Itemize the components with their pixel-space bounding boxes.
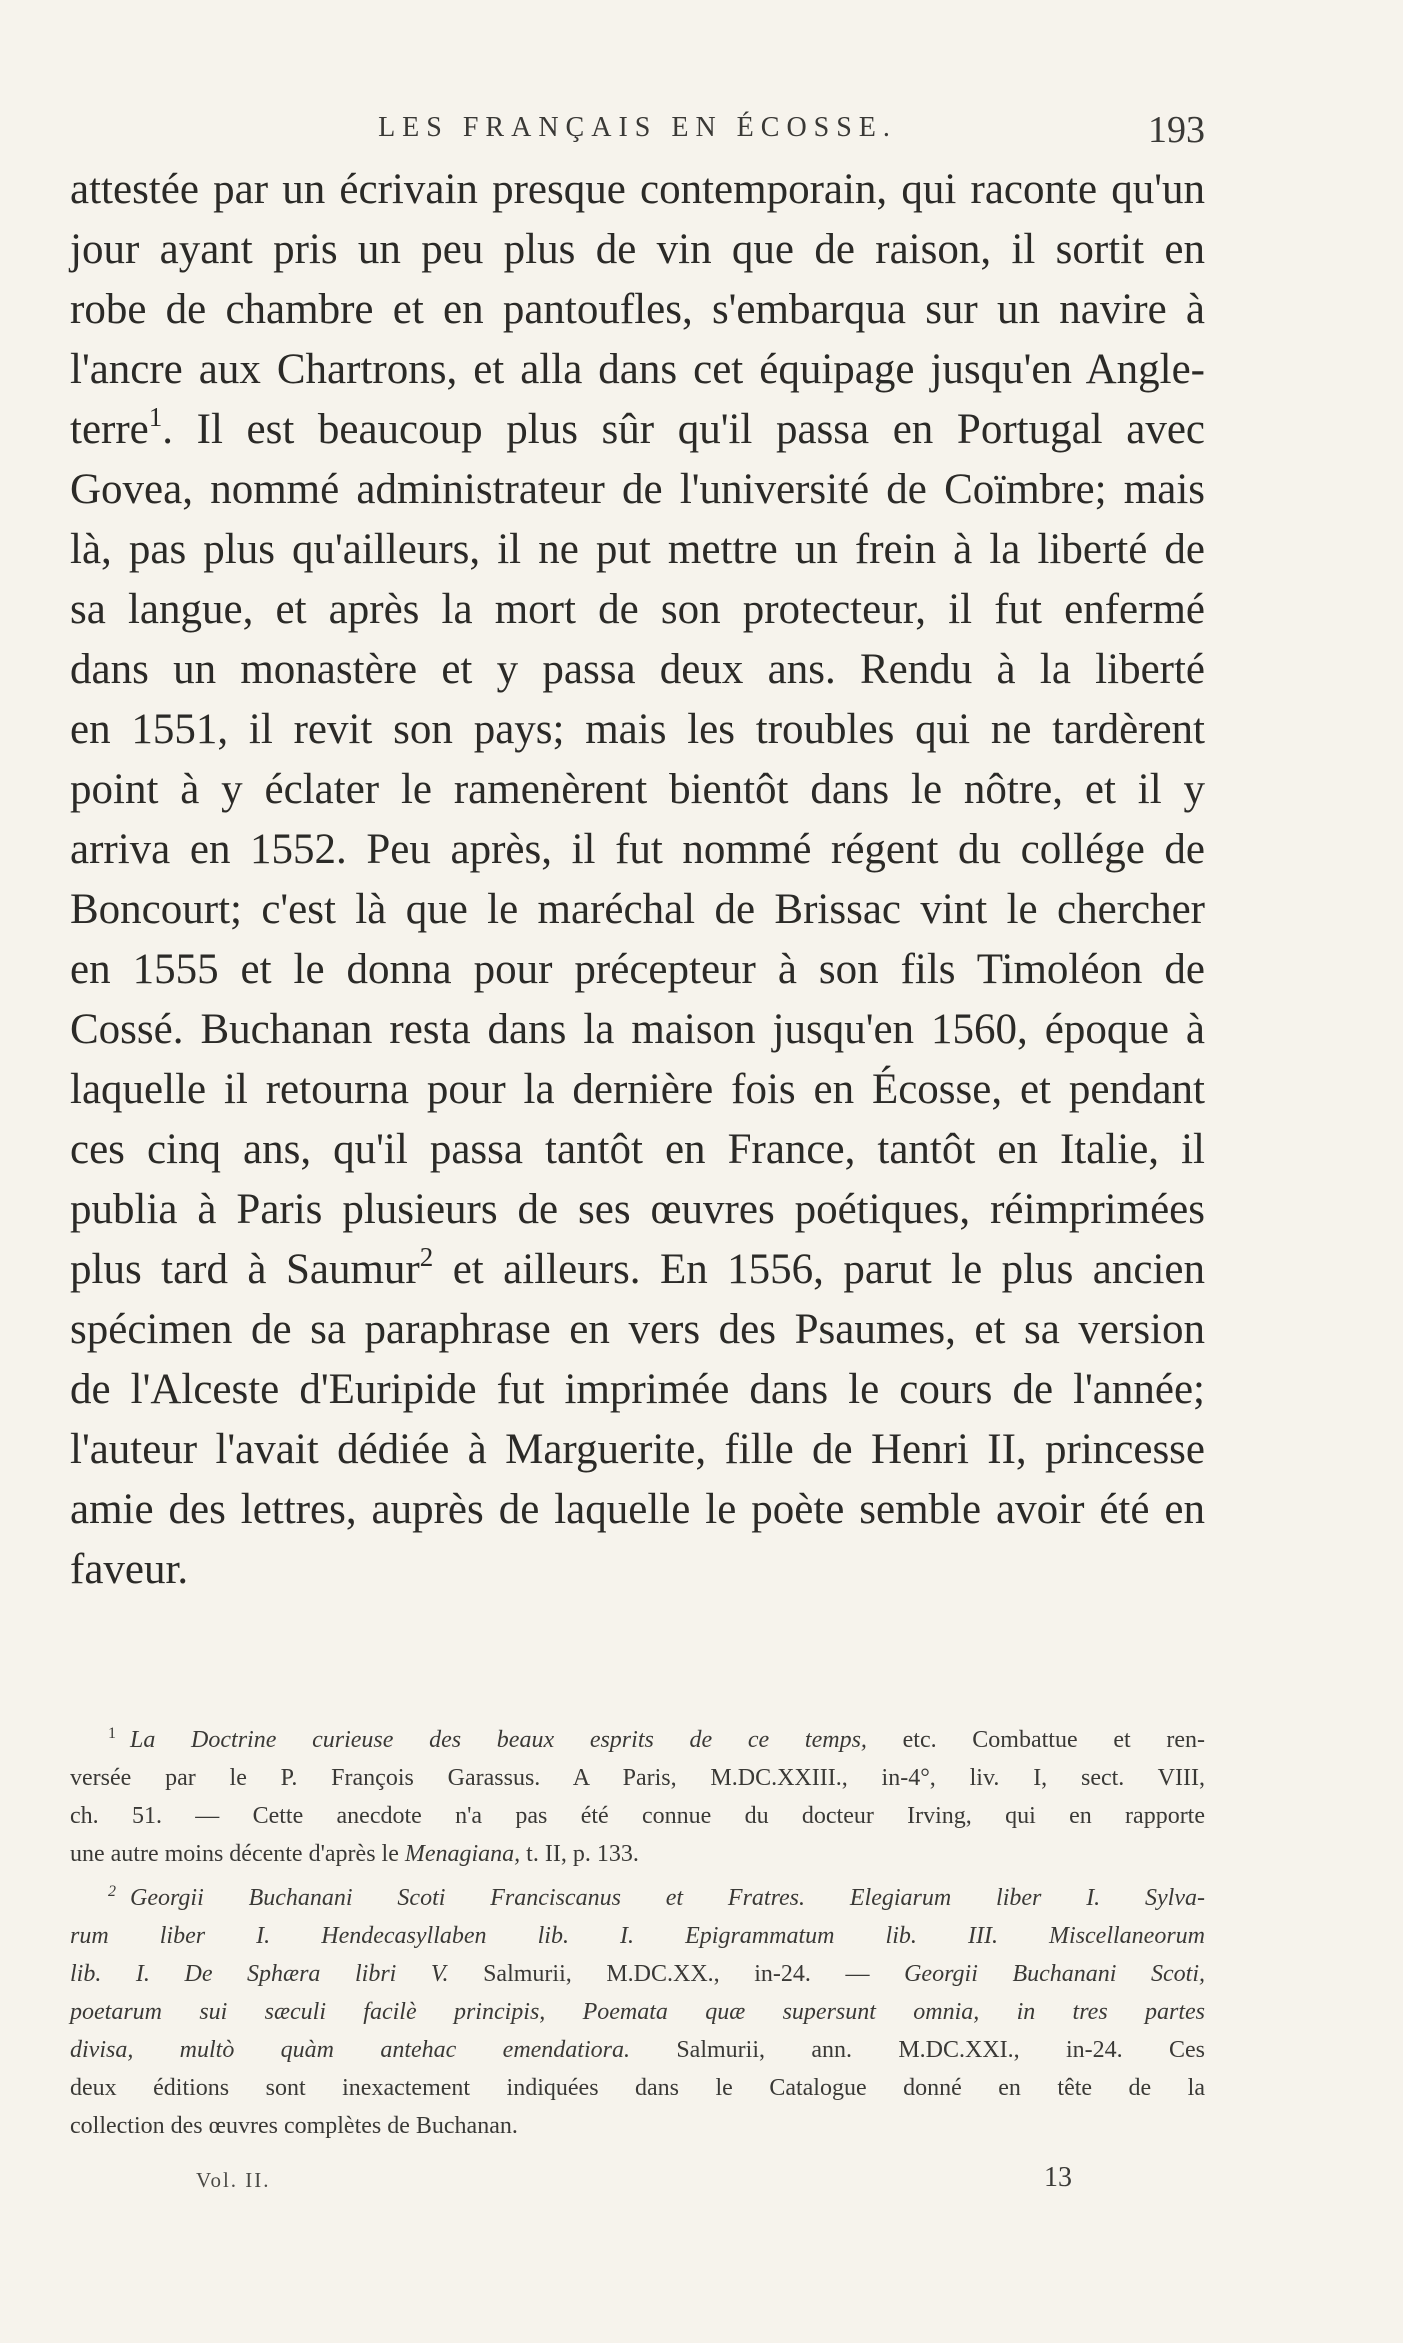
footnote-2-line: deux éditions sont inexactement indiquées dans le Catalogue donné en tête de la (70, 2075, 1205, 2101)
text-line: robe de chambre et en pantoufles, s'embarqua sur un navire à (70, 286, 1205, 333)
footnote-marker: 2 (108, 1883, 116, 1900)
text-line: ces cinq ans, qu'il passa tantôt en France, tantôt en Italie, il (70, 1126, 1205, 1173)
text-line: là, pas plus qu'ailleurs, il ne put mettre un frein à la liberté de (70, 526, 1205, 573)
text-line: l'ancre aux Chartrons, et alla dans cet équipage jusqu'en Angle- (70, 346, 1205, 393)
footnote-title: Georgii Buchanani Scoti, (904, 1961, 1205, 1987)
text-line: Govea, nommé administrateur de l'université de Coïmbre; mais (70, 466, 1205, 513)
text-line: arriva en 1552. Peu après, il fut nommé régent du collége de (70, 826, 1205, 873)
footnote-2-line (70, 2031, 1205, 2069)
body-text (70, 160, 1205, 1600)
footnote-title: lib. I. De Sphæra libri V. (70, 1961, 449, 1987)
footnote-title: La Doctrine curieuse des beaux esprits de ce temps, (130, 1727, 867, 1753)
footnote-title: Georgii Buchanani Scoti Franciscanus et Fratres. Elegiarum liber I. Sylva- (130, 1885, 1205, 1911)
footnote-2-line: poetarum sui sæculi facilè principis, Poemata quæ supersunt omnia, in tres partes (70, 1999, 1205, 2025)
text-line (70, 400, 1205, 460)
footnotes (70, 1715, 1205, 2145)
footnote-1-line (70, 1835, 1205, 1873)
footnote-text: une autre moins décente d'après le (70, 1841, 405, 1867)
footnote-text: etc. Combattue et ren- (866, 1727, 1205, 1753)
footnote-title: divisa, multò quàm antehac emendatiora. (70, 2037, 630, 2063)
footnote-text: t. II, p. 133. (520, 1841, 639, 1867)
text-line: sa langue, et après la mort de son protecteur, il fut enfermé (70, 586, 1205, 633)
running-head (70, 109, 1205, 152)
text-fragment: . Il est beaucoup plus sûr qu'il passa en Portugal avec (162, 406, 1205, 453)
text-line (70, 1240, 1205, 1300)
footnote-2-line: rum liber I. Hendecasyllaben lib. I. Epigrammatum lib. III. Miscellaneorum (70, 1923, 1205, 1949)
text-fragment: terre (70, 406, 149, 453)
footnote-ref-1: 1 (148, 402, 163, 432)
text-line: en 1555 et le donna pour précepteur à son fils Timoléon de (70, 946, 1205, 993)
footnote-1-line (70, 1715, 1205, 1759)
text-line: Cossé. Buchanan resta dans la maison jusqu'en 1560, époque à (70, 1006, 1205, 1053)
footnote-title: Menagiana, (404, 1841, 521, 1867)
sheet-signature: 13 (1044, 2162, 1072, 2193)
footnote-1-line: versée par le P. François Garassus. A Paris, M.DC.XXIII., in-4°, liv. I, sect. VIII, (70, 1765, 1205, 1791)
text-line: l'auteur l'avait dédiée à Marguerite, fille de Henri II, princesse (70, 1426, 1205, 1473)
text-line: jour ayant pris un peu plus de vin que de raison, il sortit en (70, 226, 1205, 273)
footnote-ref-2: 2 (419, 1242, 434, 1272)
footnote-marker: 1 (108, 1725, 116, 1742)
text-line: en 1551, il revit son pays; mais les troubles qui ne tardèrent (70, 706, 1205, 753)
footnote-text: Salmurii, ann. M.DC.XXI., in-24. Ces (629, 2037, 1205, 2063)
footnote-2-line (70, 1955, 1205, 1993)
text-line: amie des lettres, auprès de laquelle le poète semble avoir été en (70, 1486, 1205, 1533)
text-line: de l'Alceste d'Euripide fut imprimée dans le cours de l'année; (70, 1366, 1205, 1413)
footnote-2-line: collection des œuvres complètes de Buchanan. (70, 2113, 518, 2139)
text-line: spécimen de sa paraphrase en vers des Psaumes, et sa version (70, 1306, 1205, 1353)
text-line: Boncourt; c'est là que le maréchal de Brissac vint le chercher (70, 886, 1205, 933)
footnote-text: Salmurii, M.DC.XX., in-24. — (448, 1961, 905, 1987)
volume-signature: Vol. II. (196, 2168, 271, 2192)
text-line: dans un monastère et y passa deux ans. Rendu à la liberté (70, 646, 1205, 693)
text-fragment: et ailleurs. En 1556, parut le plus ancien (433, 1246, 1205, 1293)
footnote-2-line (70, 1873, 1205, 1917)
text-line: laquelle il retourna pour la dernière fois en Écosse, et pendant (70, 1066, 1205, 1113)
running-title: LES FRANÇAIS EN ÉCOSSE. (378, 112, 897, 143)
text-line: publia à Paris plusieurs de ses œuvres poétiques, réimprimées (70, 1186, 1205, 1233)
text-fragment: plus tard à Saumur (70, 1246, 420, 1293)
page-number: 193 (1148, 109, 1205, 151)
text-line: faveur. (70, 1546, 189, 1593)
text-line: point à y éclater le ramenèrent bientôt dans le nôtre, et il y (70, 766, 1205, 813)
text-line: attestée par un écrivain presque contemporain, qui raconte qu'un (70, 166, 1205, 213)
footnote-1-line: ch. 51. — Cette anecdote n'a pas été connue du docteur Irving, qui en rapporte (70, 1803, 1205, 1829)
